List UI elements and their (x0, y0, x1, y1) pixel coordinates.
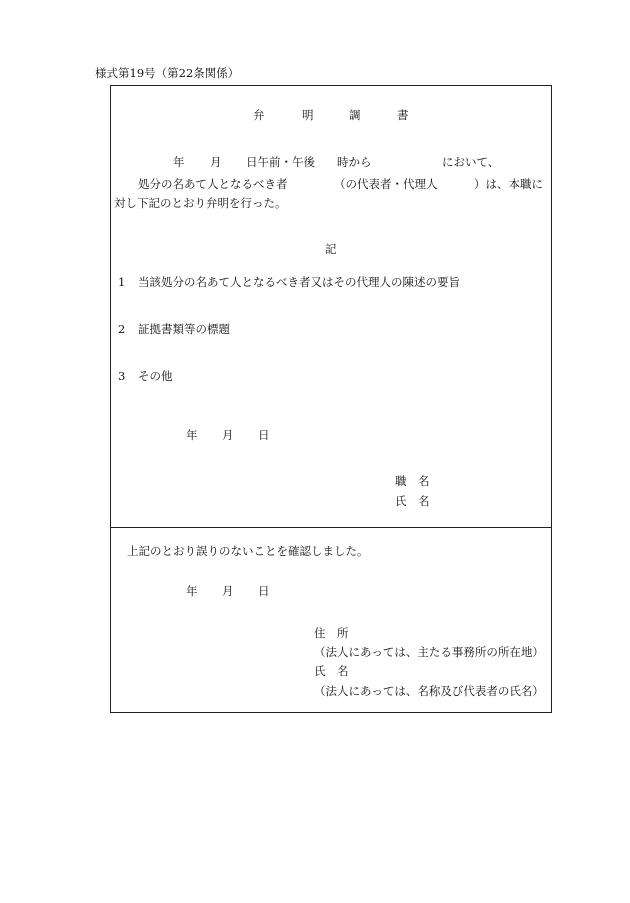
title-char-3: 調 (349, 108, 361, 122)
name-label: 氏 名 (314, 664, 349, 678)
confirmation-text: 上記のとおり誤りのないことを確認しました。 (127, 544, 369, 558)
date1-month: 月 (222, 428, 234, 442)
intro-year: 年 (173, 155, 185, 169)
name-note: （法人にあっては、名称及び代表者の氏名） (314, 684, 544, 698)
date1-year: 年 (186, 428, 198, 442)
form-section-divider (110, 527, 552, 528)
intro-line2-b: （の代表者・代理人 (334, 177, 438, 191)
intro-at-place: において、 (442, 155, 500, 169)
title-char-1: 弁 (253, 108, 265, 122)
official-post-label: 職 名 (395, 474, 430, 488)
confirm-day: 日 (258, 584, 270, 598)
title-char-4: 書 (397, 108, 409, 122)
form-number: 様式第19号（第22条関係） (95, 66, 240, 80)
ki-heading: 記 (325, 242, 337, 256)
item-1-number: 1 (118, 275, 126, 289)
confirm-year: 年 (186, 584, 198, 598)
confirm-month: 月 (222, 584, 234, 598)
item-1-text: 当該処分の名あて人となるべき者又はその代理人の陳述の要旨 (138, 275, 460, 289)
intro-time-from: 時から (337, 155, 372, 169)
item-3-number: 3 (118, 369, 126, 383)
intro-line2-a: 処分の名あて人となるべき者 (138, 177, 288, 191)
item-2-number: 2 (118, 322, 126, 336)
intro-month: 月 (210, 155, 222, 169)
item-3-text: その他 (138, 369, 173, 383)
official-name-label: 氏 名 (395, 494, 430, 508)
title-char-2: 明 (302, 108, 314, 122)
intro-line2-c: ）は、本職に (474, 177, 543, 191)
item-2-text: 証拠書類等の標題 (138, 322, 230, 336)
address-label: 住 所 (314, 626, 349, 640)
intro-line3: 対し下記のとおり弁明を行った。 (114, 196, 287, 210)
address-note: （法人にあっては、主たる事務所の所在地） (314, 645, 544, 659)
date1-day: 日 (258, 428, 270, 442)
intro-day-ampm: 日午前・午後 (246, 155, 315, 169)
